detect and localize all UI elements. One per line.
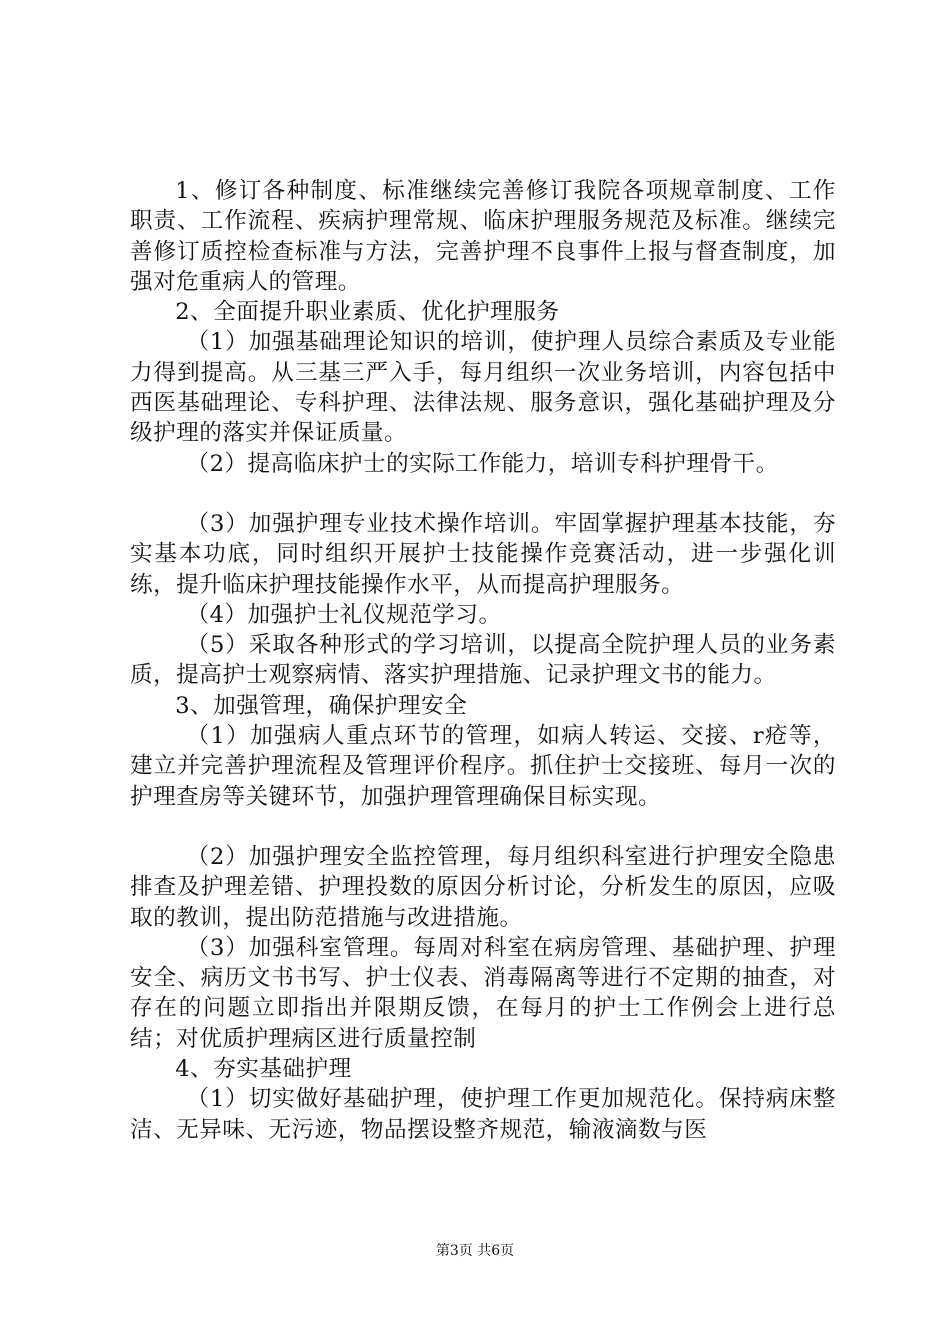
blank-line	[130, 479, 836, 509]
page-footer: 第3页 共6页	[435, 1243, 515, 1259]
paragraph-2-5: （5）采取各种形式的学习培训，以提高全院护理人员的业务素质，提高护士观察病情、落实护理措施、记录护理文书的能力。	[130, 632, 836, 689]
paragraph-2-2: （2）提高临床护士的实际工作能力，培训专科护理骨干。	[186, 450, 779, 477]
paragraph-1: 1、修订各种制度、标准继续完善修订我院各项规章制度、工作职责、工作流程、疾病护理常规、临床护理服务规范及标准。继续完善修订质控检查标准与方法，完善护理不良事件上报与督查制度，加强对危重病人的管理。	[130, 178, 836, 295]
paragraph-2-4: （4）加强护士礼仪规范学习。	[186, 601, 502, 628]
heading-2: 2、全面提升职业素质、优化护理服务	[175, 299, 560, 326]
paragraph-3-1: （1）加强病人重点环节的管理，如病人转运、交接、r疮等，建立并完善护理流程及管理评价程序。抓住护士交接班、每月一次的护理查房等关键环节，加强护理管理确保目标实现。	[130, 723, 836, 810]
heading-4: 4、夯实基础护理	[175, 1056, 352, 1083]
paragraph-2-3: （3）加强护理专业技术操作培训。牢固掌握护理基本技能，夯实基本功底，同时组织开展护士技能操作竞赛活动，进一步强化训练，提升临床护理技能操作水平，从而提高护理服务。	[130, 510, 836, 598]
heading-3: 3、加强管理，确保护理安全	[175, 692, 468, 719]
blank-line	[130, 812, 836, 842]
paragraph-4-1: （1）切实做好基础护理，使护理工作更加规范化。保持病床整洁、无异味、无污迹，物品摆设整齐规范，输液滴数与医	[130, 1086, 836, 1143]
paragraph-3-2: （2）加强护理安全监控管理，每月组织科室进行护理安全隐患排查及护理差错、护理投数的原因分析讨论，分析发生的原因，应吸取的教训，提出防范措施与改进措施。	[130, 843, 836, 931]
document-body	[130, 176, 836, 1145]
paragraph-2-1: （1）加强基础理论知识的培训，使护理人员综合素质及专业能力得到提高。从三基三严入手，每月组织一次业务培训，内容包括中西医基础理论、专科护理、法律法规、服务意识，强化基础护理及分级护理的落实并保证质量。	[130, 329, 836, 447]
paragraph-3-3: （3）加强科室管理。每周对科室在病房管理、基础护理、护理安全、病历文书书写、护士仪表、消毒隔离等进行不定期的抽查，对存在的问题立即指出并限期反馈，在每月的护士工作例会上进行总结；对优质护理病区进行质量控制	[130, 934, 836, 1052]
